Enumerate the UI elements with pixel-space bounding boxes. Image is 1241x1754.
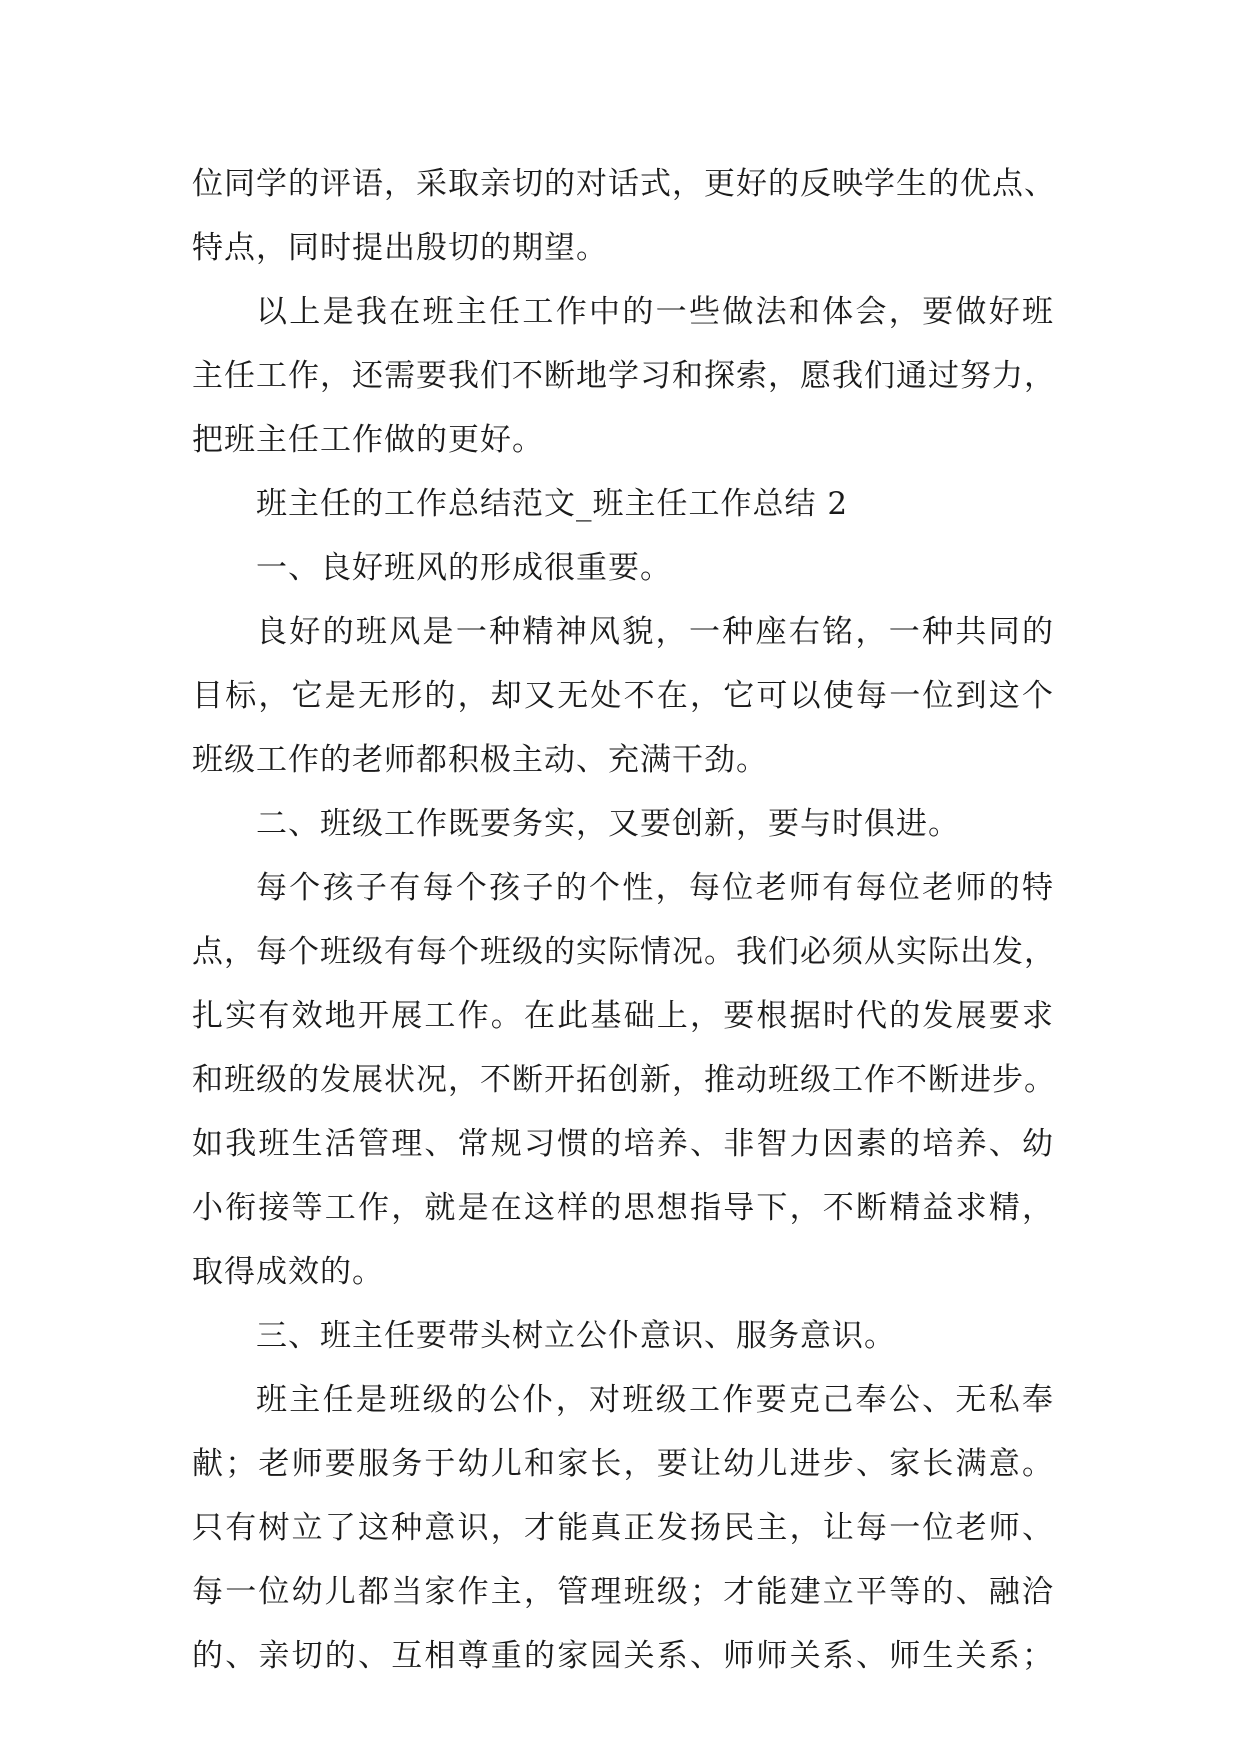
text-line: 班主任的工作总结范文_班主任工作总结 2 [256,486,849,522]
text-line: 献；老师要服务于幼儿和家长，要让幼儿进步、家长满意。 [192,1446,1054,1482]
text-line: 主任工作，还需要我们不断地学习和探索，愿我们通过努力， [192,358,1056,394]
text-line: 每一位幼儿都当家作主，管理班级；才能建立平等的、融洽 [192,1574,1054,1610]
text-line: 位同学的评语，采取亲切的对话式，更好的反映学生的优点、 [192,166,1056,202]
text-line: 目标，它是无形的，却又无处不在，它可以使每一位到这个 [192,678,1054,714]
text-line: 如我班生活管理、常规习惯的培养、非智力因素的培养、幼 [192,1126,1054,1162]
document-body [192,152,1054,1688]
text-line: 扎实有效地开展工作。在此基础上，要根据时代的发展要求 [192,998,1054,1034]
text-line: 班级工作的老师都积极主动、充满干劲。 [192,742,768,778]
text-line: 以上是我在班主任工作中的一些做法和体会，要做好班 [256,294,1054,330]
text-line: 三、班主任要带头树立公仆意识、服务意识。 [256,1318,896,1354]
text-line: 二、班级工作既要务实，又要创新，要与时俱进。 [256,806,960,842]
text-line: 班主任是班级的公仆，对班级工作要克己奉公、无私奉 [256,1382,1054,1418]
text-line: 小衔接等工作，就是在这样的思想指导下，不断精益求精， [192,1190,1054,1226]
text-line: 点，每个班级有每个班级的实际情况。我们必须从实际出发， [192,934,1056,970]
text-line: 把班主任工作做的更好。 [192,422,544,458]
text-line: 一、良好班风的形成很重要。 [256,550,672,586]
text-line: 和班级的发展状况，不断开拓创新，推动班级工作不断进步。 [192,1062,1056,1098]
text-line: 特点，同时提出殷切的期望。 [192,230,608,266]
text-line: 的、亲切的、互相尊重的家园关系、师师关系、师生关系； [192,1638,1054,1674]
text-line: 良好的班风是一种精神风貌，一种座右铭，一种共同的 [256,614,1054,650]
text-line: 每个孩子有每个孩子的个性，每位老师有每位老师的特 [256,870,1054,906]
text-line: 取得成效的。 [192,1254,384,1290]
text-line: 只有树立了这种意识，才能真正发扬民主，让每一位老师、 [192,1510,1054,1546]
